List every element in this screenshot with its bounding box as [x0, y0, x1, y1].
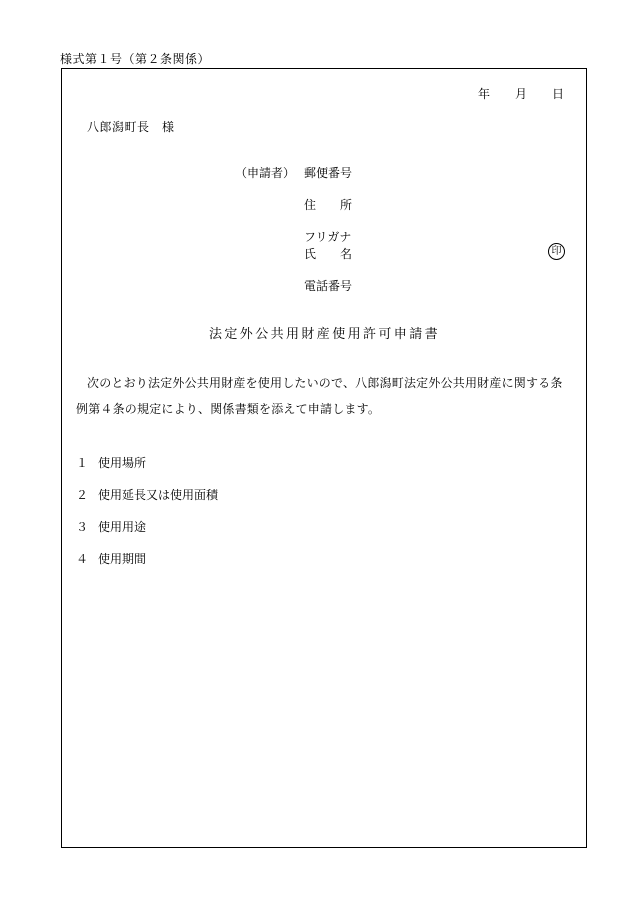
body-text-line-2: 例第４条の規定により、関係書類を添えて申請します。 — [76, 402, 381, 416]
address-label: 住 所 — [304, 198, 353, 212]
date-month-label: 月 — [515, 87, 528, 101]
postal-code-label: 郵便番号 — [304, 166, 353, 180]
date-day-label: 日 — [552, 87, 565, 101]
item-usage-length-or-area: 使用延長又は使用面積 — [98, 488, 219, 502]
addressee: 八郎潟町長 様 — [87, 120, 175, 134]
applicant-role-label: （申請者） — [235, 166, 296, 180]
name-label: 氏 名 — [304, 247, 353, 261]
item-number: １ — [76, 456, 89, 470]
date-year-label: 年 — [478, 87, 491, 101]
phone-number-label: 電話番号 — [304, 279, 353, 293]
document-title: 法定外公共用財産使用許可申請書 — [209, 327, 441, 342]
seal-mark-icon: 印 — [548, 243, 565, 260]
item-number: ４ — [76, 552, 89, 566]
form-number: 様式第１号（第２条関係） — [60, 52, 211, 66]
item-usage-location: 使用場所 — [98, 456, 147, 470]
item-number: ２ — [76, 488, 89, 502]
item-usage-period: 使用期間 — [98, 552, 147, 566]
item-usage-purpose: 使用用途 — [98, 520, 147, 534]
furigana-label: フリガナ — [304, 230, 352, 244]
body-text-line-1: 次のとおり法定外公共用財産を使用したいので、八郎潟町法定外公共用財産に関する条 — [87, 376, 563, 390]
item-number: ３ — [76, 520, 89, 534]
